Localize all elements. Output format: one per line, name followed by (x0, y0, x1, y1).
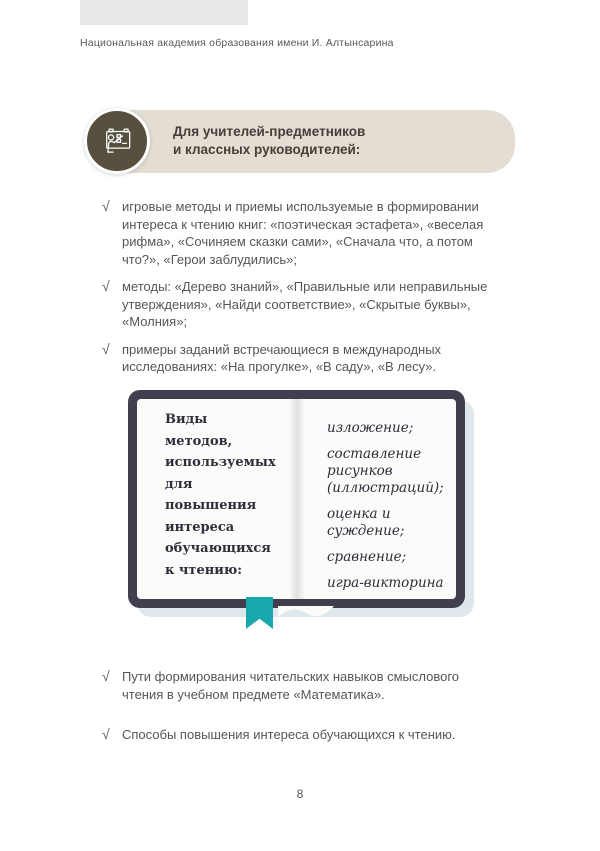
book-right-page-list (327, 420, 451, 599)
check-marker-icon: √ (102, 278, 110, 294)
bullet-item (102, 668, 512, 703)
bullet-item (102, 278, 502, 331)
book-pages (137, 399, 456, 599)
teacher-presentation-board-icon (84, 108, 150, 174)
book-list-item: изложение; (327, 420, 414, 436)
bullet-text: методы: «Дерево знаний», «Правильные или неправильные утверждения», «Найди соответствие», «Скрытые буквы», «Молния»; (122, 279, 488, 329)
check-marker-icon: √ (102, 668, 110, 684)
banner-title-line2: и классных руководителей: (173, 142, 361, 157)
bullet-list-top (102, 198, 502, 386)
book-cover (128, 390, 465, 608)
bullet-text: Пути формирования читательских навыков смыслового чтения в учебном предмете «Математика». (122, 669, 460, 702)
check-marker-icon: √ (102, 198, 110, 214)
bullet-text: Способы повышения интереса обучающихся к чтению. (122, 727, 456, 742)
bullet-text: примеры заданий встречающиеся в международных исследованиях: «На прогулке», «В саду», «В лесу». (122, 341, 442, 374)
banner-title-line1: Для учителей-предметников (173, 124, 366, 139)
bullet-item (102, 198, 502, 268)
check-marker-icon: √ (102, 726, 110, 742)
page-curl-shape (278, 606, 336, 619)
book-list-item: оценка и суждение; (327, 506, 405, 539)
top-decoration-bar (80, 0, 248, 25)
page-header: Национальная академия образования имени И. Алтынсарина (80, 37, 394, 49)
check-marker-icon: √ (102, 340, 110, 357)
book-left-page-title: Виды методов, используемых для повышения интереса обучающихся к чтению: (165, 412, 276, 578)
bullet-text: игровые методы и приемы используемые в формировании интереса к чтению книг: «поэтическая эстафета», «веселая рифма», «Сочиняем сказки сами», «Сначала что, а потом что?», «Герои заблудились»; (122, 199, 484, 267)
open-book-illustration (128, 390, 473, 635)
banner-title (173, 123, 365, 159)
bullet-item (102, 726, 512, 744)
bullet-list-bottom (102, 668, 512, 767)
book-list-item: составление рисунков (иллюстраций); (327, 446, 444, 496)
bookmark-ribbon (246, 597, 273, 629)
book-list-item: сравнение; (327, 549, 407, 565)
audience-banner (99, 110, 515, 173)
bullet-item (102, 341, 502, 376)
page-number: 8 (296, 787, 304, 801)
book-spine (289, 399, 305, 599)
book-list-item: игра-викторина (327, 575, 444, 591)
